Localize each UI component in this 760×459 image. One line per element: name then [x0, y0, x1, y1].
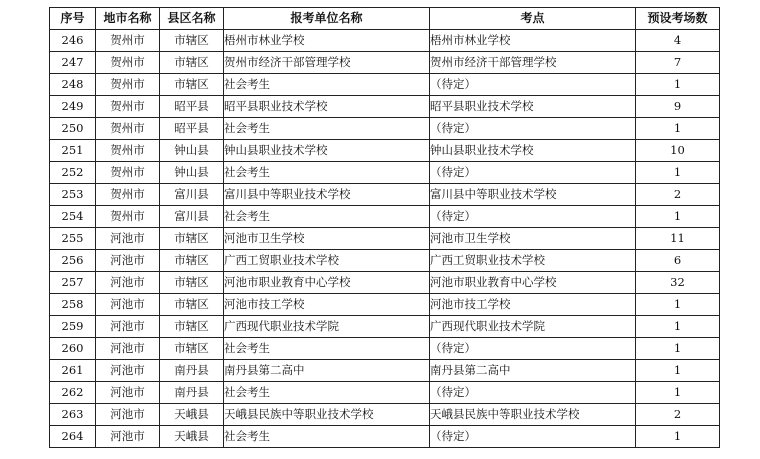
- cell-count: 1: [636, 360, 720, 382]
- cell-count: 1: [636, 382, 720, 404]
- cell-site: 河池市卫生学校: [430, 228, 636, 250]
- table-row: [50, 250, 720, 272]
- cell-unit: 贺州市经济干部管理学校: [224, 52, 430, 74]
- cell-city: 贺州市: [96, 184, 160, 206]
- table-row: [50, 74, 720, 96]
- cell-num: 250: [50, 118, 96, 140]
- cell-site: 河池市职业教育中心学校: [430, 272, 636, 294]
- cell-county: 市辖区: [160, 272, 224, 294]
- cell-site: 河池市技工学校: [430, 294, 636, 316]
- cell-site: 富川县中等职业技术学校: [430, 184, 636, 206]
- cell-unit: 富川县中等职业技术学校: [224, 184, 430, 206]
- cell-county: 市辖区: [160, 74, 224, 96]
- table-row: [50, 52, 720, 74]
- cell-city: 贺州市: [96, 140, 160, 162]
- cell-site: （待定）: [430, 206, 636, 228]
- cell-unit: 河池市技工学校: [224, 294, 430, 316]
- table-row: [50, 426, 720, 448]
- cell-county: 富川县: [160, 184, 224, 206]
- cell-city: 河池市: [96, 316, 160, 338]
- exam-site-table: [49, 7, 720, 448]
- cell-county: 天峨县: [160, 404, 224, 426]
- cell-unit: 河池市职业教育中心学校: [224, 272, 430, 294]
- cell-count: 2: [636, 404, 720, 426]
- cell-city: 河池市: [96, 404, 160, 426]
- cell-county: 南丹县: [160, 360, 224, 382]
- cell-count: 10: [636, 140, 720, 162]
- cell-unit: 社会考生: [224, 382, 430, 404]
- header-count: 预设考场数: [636, 8, 720, 30]
- cell-num: 261: [50, 360, 96, 382]
- cell-num: 254: [50, 206, 96, 228]
- cell-city: 河池市: [96, 272, 160, 294]
- cell-num: 249: [50, 96, 96, 118]
- cell-city: 河池市: [96, 426, 160, 448]
- cell-num: 246: [50, 30, 96, 52]
- header-county: 县区名称: [160, 8, 224, 30]
- cell-num: 260: [50, 338, 96, 360]
- cell-city: 河池市: [96, 228, 160, 250]
- cell-city: 贺州市: [96, 118, 160, 140]
- cell-num: 259: [50, 316, 96, 338]
- cell-num: 257: [50, 272, 96, 294]
- cell-site: （待定）: [430, 162, 636, 184]
- cell-county: 市辖区: [160, 30, 224, 52]
- table-row: [50, 140, 720, 162]
- cell-num: 256: [50, 250, 96, 272]
- cell-count: 1: [636, 162, 720, 184]
- table-row: [50, 96, 720, 118]
- cell-num: 252: [50, 162, 96, 184]
- table-row: [50, 206, 720, 228]
- cell-county: 富川县: [160, 206, 224, 228]
- cell-unit: 天峨县民族中等职业技术学校: [224, 404, 430, 426]
- table-row: [50, 382, 720, 404]
- cell-count: 4: [636, 30, 720, 52]
- table-row: [50, 338, 720, 360]
- cell-count: 1: [636, 118, 720, 140]
- cell-county: 市辖区: [160, 250, 224, 272]
- cell-county: 市辖区: [160, 316, 224, 338]
- cell-city: 贺州市: [96, 30, 160, 52]
- cell-county: 昭平县: [160, 118, 224, 140]
- cell-city: 贺州市: [96, 52, 160, 74]
- header-unit: 报考单位名称: [224, 8, 430, 30]
- cell-count: 1: [636, 74, 720, 96]
- cell-num: 247: [50, 52, 96, 74]
- cell-unit: 社会考生: [224, 74, 430, 96]
- cell-num: 248: [50, 74, 96, 96]
- cell-city: 贺州市: [96, 206, 160, 228]
- cell-city: 河池市: [96, 338, 160, 360]
- table-row: [50, 30, 720, 52]
- cell-unit: 广西现代职业技术学院: [224, 316, 430, 338]
- cell-city: 河池市: [96, 382, 160, 404]
- cell-site: （待定）: [430, 426, 636, 448]
- cell-county: 市辖区: [160, 294, 224, 316]
- cell-count: 7: [636, 52, 720, 74]
- cell-county: 钟山县: [160, 140, 224, 162]
- table-row: [50, 228, 720, 250]
- header-num: 序号: [50, 8, 96, 30]
- table-row: [50, 404, 720, 426]
- cell-count: 11: [636, 228, 720, 250]
- cell-site: 天峨县民族中等职业技术学校: [430, 404, 636, 426]
- cell-city: 河池市: [96, 360, 160, 382]
- cell-county: 市辖区: [160, 228, 224, 250]
- table-row: [50, 316, 720, 338]
- cell-city: 贺州市: [96, 162, 160, 184]
- cell-unit: 昭平县职业技术学校: [224, 96, 430, 118]
- cell-county: 天峨县: [160, 426, 224, 448]
- cell-city: 贺州市: [96, 96, 160, 118]
- cell-county: 昭平县: [160, 96, 224, 118]
- table-body: [50, 30, 720, 448]
- header-city: 地市名称: [96, 8, 160, 30]
- cell-num: 253: [50, 184, 96, 206]
- cell-unit: 社会考生: [224, 118, 430, 140]
- table-row: [50, 118, 720, 140]
- cell-count: 1: [636, 294, 720, 316]
- cell-site: （待定）: [430, 74, 636, 96]
- cell-site: 广西工贸职业技术学校: [430, 250, 636, 272]
- cell-count: 1: [636, 338, 720, 360]
- cell-site: 梧州市林业学校: [430, 30, 636, 52]
- cell-count: 1: [636, 426, 720, 448]
- table-header-row: [50, 8, 720, 30]
- cell-unit: 河池市卫生学校: [224, 228, 430, 250]
- cell-site: 昭平县职业技术学校: [430, 96, 636, 118]
- cell-count: 1: [636, 316, 720, 338]
- cell-site: 钟山县职业技术学校: [430, 140, 636, 162]
- cell-county: 市辖区: [160, 52, 224, 74]
- cell-num: 251: [50, 140, 96, 162]
- cell-num: 258: [50, 294, 96, 316]
- table-row: [50, 360, 720, 382]
- cell-site: （待定）: [430, 338, 636, 360]
- cell-count: 2: [636, 184, 720, 206]
- table-row: [50, 162, 720, 184]
- cell-unit: 社会考生: [224, 162, 430, 184]
- cell-count: 9: [636, 96, 720, 118]
- cell-city: 河池市: [96, 294, 160, 316]
- table-row: [50, 184, 720, 206]
- cell-unit: 广西工贸职业技术学校: [224, 250, 430, 272]
- cell-county: 钟山县: [160, 162, 224, 184]
- header-site: 考点: [430, 8, 636, 30]
- cell-unit: 社会考生: [224, 206, 430, 228]
- cell-count: 1: [636, 206, 720, 228]
- cell-site: （待定）: [430, 382, 636, 404]
- cell-count: 32: [636, 272, 720, 294]
- cell-city: 贺州市: [96, 74, 160, 96]
- cell-unit: 梧州市林业学校: [224, 30, 430, 52]
- cell-num: 264: [50, 426, 96, 448]
- cell-site: 南丹县第二高中: [430, 360, 636, 382]
- cell-count: 6: [636, 250, 720, 272]
- cell-county: 南丹县: [160, 382, 224, 404]
- cell-unit: 钟山县职业技术学校: [224, 140, 430, 162]
- cell-unit: 社会考生: [224, 338, 430, 360]
- cell-unit: 南丹县第二高中: [224, 360, 430, 382]
- cell-site: 广西现代职业技术学院: [430, 316, 636, 338]
- cell-unit: 社会考生: [224, 426, 430, 448]
- cell-site: （待定）: [430, 118, 636, 140]
- table-row: [50, 294, 720, 316]
- cell-num: 262: [50, 382, 96, 404]
- cell-num: 255: [50, 228, 96, 250]
- cell-county: 市辖区: [160, 338, 224, 360]
- cell-site: 贺州市经济干部管理学校: [430, 52, 636, 74]
- cell-num: 263: [50, 404, 96, 426]
- table-row: [50, 272, 720, 294]
- cell-city: 河池市: [96, 250, 160, 272]
